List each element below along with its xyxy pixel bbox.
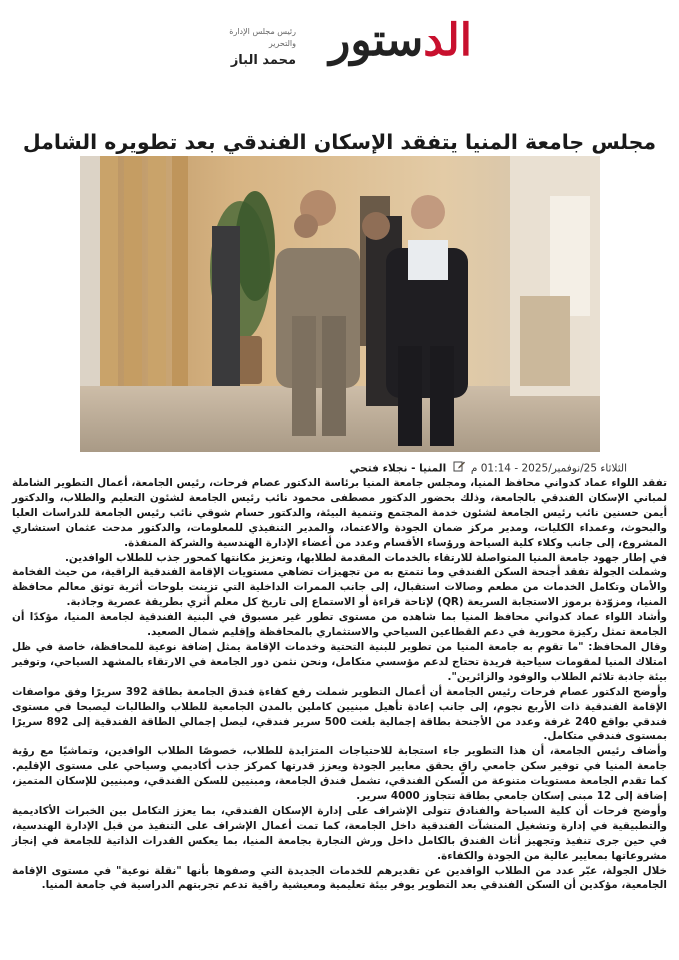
editor-name: محمد الباز (230, 53, 296, 68)
article-body (12, 476, 667, 893)
logo-text-black: ستور (329, 15, 424, 66)
article-paragraph-5: وقال المحافظ: "ما تقوم به جامعة المنيا من تطوير للبنية التحتية وخدمات الإقامة يمثل إضافة نوعية للمحافظة، خاصة في ظل امتلاك المنيا لمقومات سياحية فريدة تحتاج لدعم مؤسسي متكامل، ونحن نثمن دور الجامعة في الارتقاء بالمشهد السياحي، وتوفير بيئة جاذبة تلائم الطلاب والوفود والزائرين". (12, 640, 667, 683)
article-paragraph-3: وشملت الجولة تفقد أجنحة السكن الفندقي وما تتمتع به من تجهيزات تضاهي مستويات الإقامة الفندقية الراقية، من حيث الفخامة والأمان وتكامل الخدمات من مطعم وصالات استقبال، إلى جانب الممرات الداخلية التي تزينت بلوحات أثرية توثق معالم محافظة المنيا، ومزوّدة برموز الاستجابة السريعة (QR) لإتاحة قراءة أو الاستماع إلى تاريخ كل معلم أثري بطريقة عصرية وجاذبة. (12, 566, 667, 609)
article-date: الثلاثاء 25/نوفمبر/2025 - 01:14 م (470, 462, 627, 475)
editor-credit (200, 26, 296, 70)
article-paragraph-4: وأشاد اللواء عماد كدواني محافظ المنيا بما شاهده من مستوى تطور غير مسبوق في البنية الفندقية لجامعة المنيا، مؤكدًا أن الجامعة تمثل ركيزة محورية في دعم القطاعين السياحي والاستثماري بالمحافظة وإقليم شمال الصعيد. (12, 611, 667, 639)
article-paragraph-9: خلال الجولة، عبّر عدد من الطلاب الوافدين عن تقديرهم للخدمات الجديدة التي وصفوها بأنها "نقلة نوعية" في مستوى الإقامة الجامعية، مؤكدين أن السكن الفندقي بعد التطوير يوفر بيئة تعليمية ومعيشية راقية تدعم تجربتهم الدراسية في جامعة المنيا. (12, 864, 667, 892)
article-paragraph-1: تفقد اللواء عماد كدواني محافظ المنيا، ومجلس جامعة المنيا برئاسة الدكتور عصام فرحات، رئيس الجامعة، أعمال التطوير الشاملة لمباني الإسكان الفندقي بالجامعة، وذلك بحضور الدكتور مصطفى محمود نائب رئيس الجامعة لشئون التعليم والطلاب، والدكتور أيمن حسنين نائب رئيس الجامعة لشئون خدمة المجتمع وتنمية البيئة، والدكتور حسام شوقي نائب رئيس الجامعة للدراسات العليا والبحوث، وعمداء الكليات، ومدير مركز ضمان الجودة والاعتماد، والمدير التنفيذي للمعلومات، والدكتور مدحت عثمان استشاري المشروع، إلى جانب وكلاء كلية السياحة ورؤساء الأقسام وعدد من أعضاء الإدارة الهندسية والشركة المنفذة. (12, 477, 667, 549)
editor-role: رئيس مجلس الإدارة والتحرير (229, 27, 296, 48)
article-meta (207, 460, 627, 477)
edit-icon (453, 460, 465, 477)
article-paragraph-2: في إطار جهود جامعة المنيا المتواصلة للارتقاء بالخدمات المقدمة لطلابها، وتعزيز مكانتها كمحور جذب للطلاب الوافدين. (64, 551, 667, 564)
logo-text-red: الد (423, 15, 472, 66)
newspaper-logo[interactable] (296, 14, 472, 72)
article-author[interactable]: المنيا - نجلاء فتحي (349, 462, 447, 475)
article-paragraph-7: وأضاف رئيس الجامعة، أن هذا التطوير جاء استجابة للاحتياجات المتزايدة للطلاب، خصوصًا الطلاب الوافدين، وتماشيًا مع رؤية جامعة المنيا في توفير سكن جامعي راقٍ يحقق معايير الجودة ويعزز قدرتها كمركز جذب أكاديمي وسياحي على مستوى الإقليم. كما تقدم الجامعة مستويات متنوعة من السكن الفندقي، تشمل فندق الجامعة، ومبنيين للسكن الفندقي، ومبنيين للإسكان المتميز، إضافة إلى 12 مبنى إسكان جامعي بطاقة تتجاوز 4000 سرير. (12, 745, 667, 803)
article-paragraph-6: وأوضح الدكتور عصام فرحات رئيس الجامعة أن أعمال التطوير شملت رفع كفاءة فندق الجامعة بطاقة 392 سريرًا وفق مواصفات الإقامة الفندقية ذات الأربع نجوم، إلى جانب إعادة تأهيل مبنيين كاملين بالمدن الجامعية للطلاب والطالبات ليصبحا في مستوى فندقي بواقع 240 غرفة وعدد من الأجنحة بطاقة إجمالية بلغت 500 سرير فندقي، ليصل إجمالي الطاقة الفندقية إلى 892 سريرًا بمستوى فندقي متكامل. (12, 685, 668, 743)
article-paragraph-8: وأوضح فرحات أن كلية السياحة والفنادق تتولى الإشراف على إدارة الإسكان الفندقي، بما يعزز التكامل بين الخبرات الأكاديمية والتطبيقية في إدارة وتشغيل المنشآت الفندقية داخل الجامعة، كما تمت أعمال الإشراف على التنفيذ من قبل الإدارة الهندسية، في حين جرى تنفيذ وتجهيز أثاث الفندق بالكامل داخل ورش النجارة بجامعة المنيا، بما يعكس القدرات الذاتية للجامعة في إنجاز مشروعاتها بمعايير عالية من الجودة والكفاءة. (12, 804, 667, 862)
article-headline: مجلس جامعة المنيا يتفقد الإسكان الفندقي بعد تطويره الشامل (22, 129, 657, 154)
article-photo (80, 156, 600, 452)
